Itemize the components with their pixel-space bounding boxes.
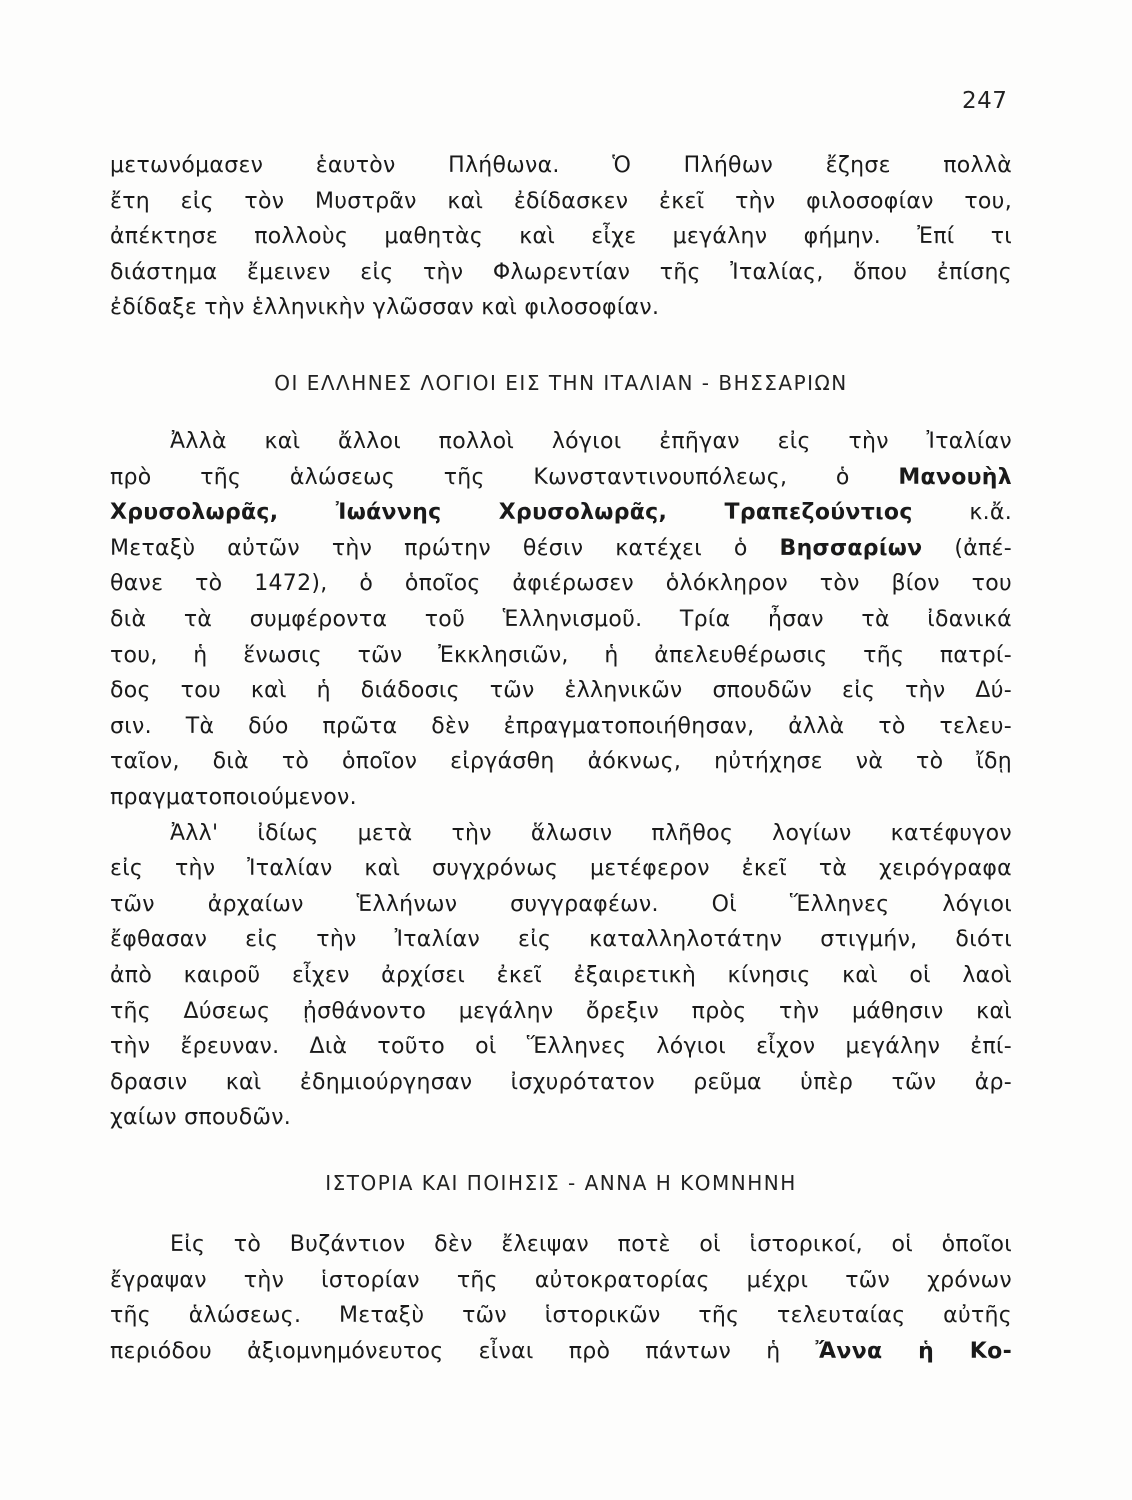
text-line [110,531,1012,567]
text-line: εἰς τὴν Ἰταλίαν καὶ συγχρόνως μετέφερον ἐκεῖ τὰ χειρόγραφα [110,856,1012,882]
name-anna-comnena: Ἄννα ἡ Κο- [815,1338,1013,1364]
text-line: τὴν ἔρευναν. Διὰ τοῦτο οἱ Ἕλληνες λόγιοι εἶχον μεγάλην ἐπί- [110,1034,1012,1060]
text-line: Εἰς τὸ Βυζάντιον δὲν ἔλειψαν ποτὲ οἱ ἱστορικοί, οἱ ὁποῖοι [170,1232,1012,1257]
names-chrysoloras-trapezuntius: Χρυσολωρᾶς, Ἰωάννης Χρυσολωρᾶς, Τραπεζούντιος [110,500,913,526]
paragraph-pletho [110,148,1012,326]
text-line: σιν. Τὰ δύο πρῶτα δὲν ἐπραγματοποιήθησαν, ἀλλὰ τὸ τελευ- [110,713,1012,739]
text-line [110,495,1012,531]
text-line: μετωνόμασεν ἑαυτὸν Πλήθωνα. Ὁ Πλήθων ἔζησε πολλὰ [110,153,1012,178]
text-span: Μεταξὺ αὐτῶν τὴν πρώτην θέσιν κατέχει ὁ [110,535,748,561]
text-line: ἔτη εἰς τὸν Μυστρᾶν καὶ ἐδίδασκεν ἐκεῖ τὴν φιλοσοφίαν του, [110,188,1012,214]
text-span: (ἀπέ- [954,535,1012,561]
text-line [110,1334,1012,1370]
text-line: πραγματοποιούμενον. [110,784,357,810]
page-number: 247 [962,88,1008,114]
text-line: ἔφθασαν εἰς τὴν Ἰταλίαν εἰς καταλληλοτάτην στιγμήν, διότι [110,927,1012,953]
text-line: δρασιν καὶ ἐδημιούργησαν ἰσχυρότατον ρεῦμα ὑπὲρ τῶν ἀρ- [110,1069,1012,1095]
text-line: τῶν ἀρχαίων Ἑλλήνων συγγραφέων. Οἱ Ἕλληνες λόγιοι [110,891,1012,917]
text-line: Ἀλλὰ καὶ ἄλλοι πολλοὶ λόγιοι ἐπῆγαν εἰς τὴν Ἰταλίαν [170,429,1012,454]
text-line: ἔγραψαν τὴν ἱστορίαν τῆς αὐτοκρατορίας μέχρι τῶν χρόνων [110,1267,1012,1293]
name-bessarion: Βησσαρίων [779,535,923,561]
paragraph-historians [110,1227,1012,1369]
text-line: ἀπὸ καιροῦ εἶχεν ἀρχίσει ἐκεῖ ἐξαιρετικὴ κίνησις καὶ οἱ λαοὶ [110,962,1012,988]
section-heading-greek-scholars-italy: ΟΙ ΕΛΛΗΝΕΣ ΛΟΓΙΟΙ ΕΙΣ ΤΗΝ ΙΤΑΛΙΑΝ - ΒΗΣΣΑΡΙΩΝ [274,371,848,395]
text-line: τῆς Δύσεως ᾐσθάνοντο μεγάλην ὄρεξιν πρὸς τὴν μάθησιν καὶ [110,998,1012,1024]
text-line: δος του καὶ ἡ διάδοσις τῶν ἑλληνικῶν σπουδῶν εἰς τὴν Δύ- [110,678,1012,704]
name-manuel: Μανουὴλ [898,464,1012,490]
text-line: Ἀλλ' ἰδίως μετὰ τὴν ἅλωσιν πλῆθος λογίων κατέφυγον [170,820,1012,846]
text-span: πρὸ τῆς ἁλώσεως τῆς Κωνσταντινουπόλεως, ὁ [110,464,850,490]
text-span: κ.ἄ. [969,500,1013,526]
text-line: τῆς ἁλώσεως. Μεταξὺ τῶν ἱστορικῶν τῆς τελευταίας αὐτῆς [110,1303,1012,1329]
text-line: ἐδίδαξε τὴν ἑλληνικὴν γλῶσσαν καὶ φιλοσοφίαν. [110,295,660,321]
text-line: θανε τὸ 1472), ὁ ὁποῖος ἀφιέρωσεν ὁλόκληρον τὸν βίον του [110,571,1012,597]
text-line: του, ἡ ἕνωσις τῶν Ἐκκλησιῶν, ἡ ἀπελευθέρωσις τῆς πατρί- [110,642,1012,668]
text-line: χαίων σπουδῶν. [110,1105,292,1131]
text-line: ταῖον, διὰ τὸ ὁποῖον εἰργάσθη ἀόκνως, ηὐτήχησε νὰ τὸ ἴδῃ [110,749,1012,775]
text-span: περιόδου ἀξιομνημόνευτος εἶναι πρὸ πάντων ἡ [110,1338,781,1364]
text-line [110,460,1012,496]
text-line: ἀπέκτησε πολλοὺς μαθητὰς καὶ εἶχε μεγάλην φήμην. Ἐπί τι [110,224,1012,250]
text-line: διὰ τὰ συμφέροντα τοῦ Ἑλληνισμοῦ. Τρία ἦσαν τὰ ἰδανικά [110,606,1012,632]
section-heading-history-poetry: ΙΣΤΟΡΙΑ ΚΑΙ ΠΟΙΗΣΙΣ - ΑΝΝΑ Η ΚΟΜΝΗΝΗ [325,1171,797,1195]
paragraph-bessarion [110,424,1012,1136]
text-line: διάστημα ἔμεινεν εἰς τὴν Φλωρεντίαν τῆς Ἰταλίας, ὅπου ἐπίσης [110,259,1012,285]
